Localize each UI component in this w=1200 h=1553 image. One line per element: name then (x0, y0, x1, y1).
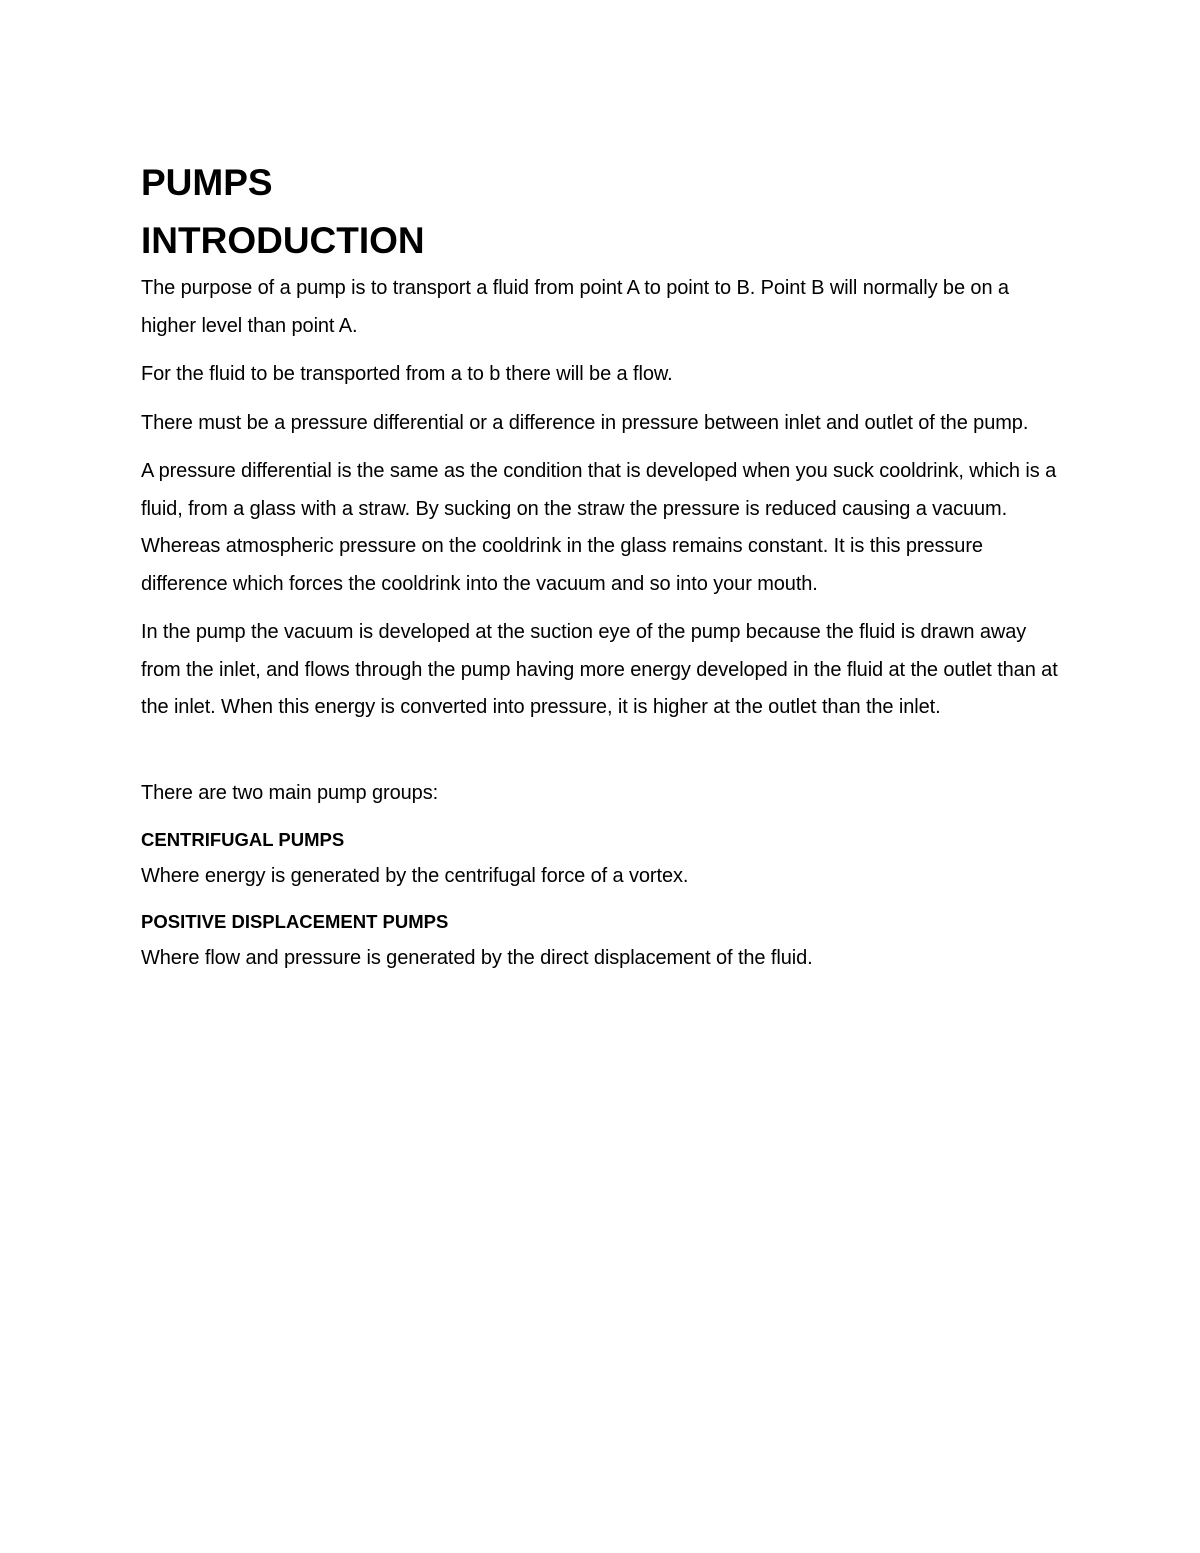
description-centrifugal-pumps: Where energy is generated by the centrifugal force of a vortex. (141, 865, 689, 887)
blank-line (141, 738, 1061, 775)
paragraph-groups-intro: There are two main pump groups: (141, 781, 439, 804)
heading-centrifugal-pumps: CENTRIFUGAL PUMPS (141, 829, 345, 850)
document-title: PUMPS (141, 162, 273, 203)
paragraph-purpose: The purpose of a pump is to transport a fluid from point A to point to B. Point B will normally be on a higher level than point A. (141, 277, 1009, 337)
document-page (141, 154, 1061, 987)
paragraph-pressure-differential: There must be a pressure differential or a difference in pressure between inlet and outlet of the pump. (141, 411, 1029, 434)
paragraph-flow: For the fluid to be transported from a to b there will be a flow. (141, 363, 673, 385)
heading-positive-displacement-pumps: POSITIVE DISPLACEMENT PUMPS (141, 911, 449, 932)
paragraph-suction-eye: In the pump the vacuum is developed at the suction eye of the pump because the fluid is drawn away from the inlet, and flows through the pump having more energy developed in the fluid at the outlet than at the inlet. When this energy is converted into pressure, it is higher at the outlet than the inlet. (141, 621, 1058, 718)
paragraph-straw-analogy: A pressure differential is the same as the condition that is developed when you suck cooldrink, which is a fluid, from a glass with a straw. By sucking on the straw the pressure is reduced causing a vacuum. Whereas atmospheric pressure on the cooldrink in the glass remains constant. It is this pressure difference which forces the cooldrink into the vacuum and so into your mouth. (141, 460, 1057, 595)
section-title-introduction: INTRODUCTION (141, 220, 425, 261)
description-positive-displacement-pumps: Where flow and pressure is generated by the direct displacement of the fluid. (141, 947, 813, 969)
